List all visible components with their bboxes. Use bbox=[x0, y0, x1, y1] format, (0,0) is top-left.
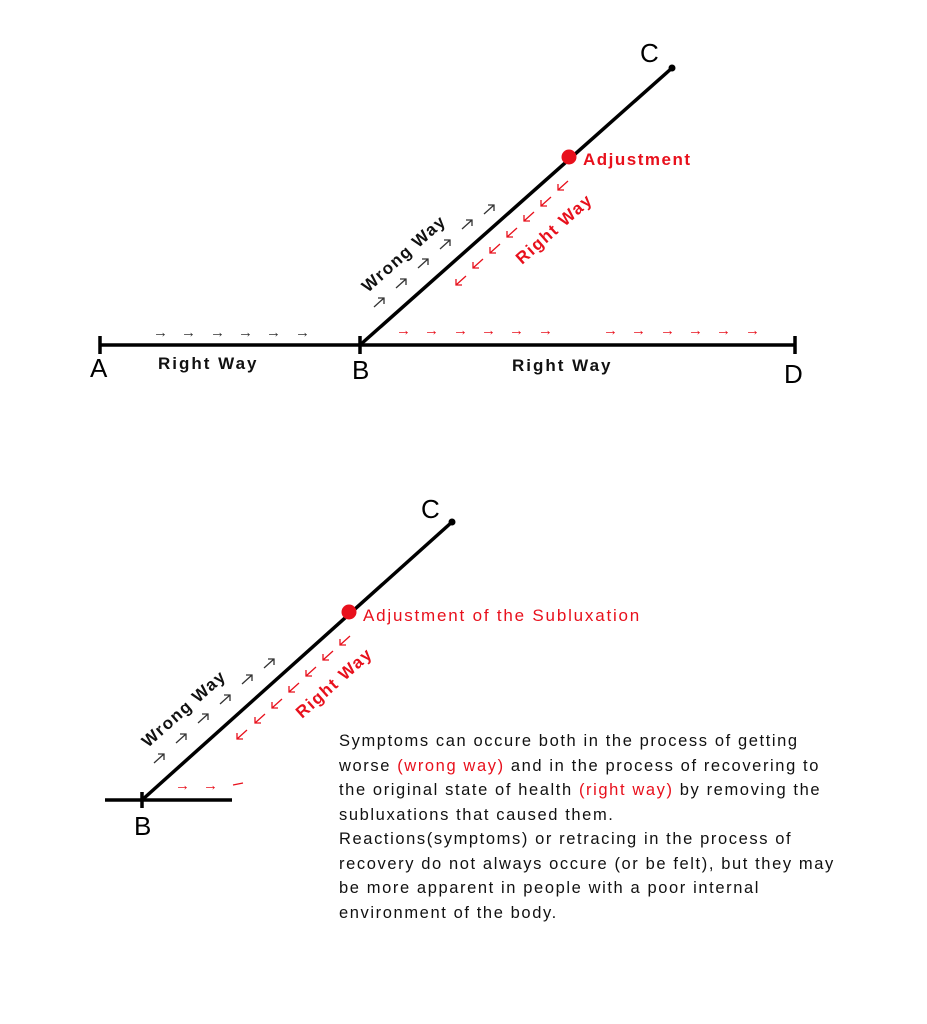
right-way-highlight: (right way) bbox=[578, 781, 674, 799]
arrow-down-left-icon bbox=[456, 276, 466, 285]
arrow-right-icon: → bbox=[266, 324, 281, 341]
arrow-up-right-icon bbox=[242, 675, 252, 684]
arrow-right-icon: → bbox=[203, 777, 218, 794]
arrow-up-right-icon bbox=[440, 240, 450, 249]
arrow-right-icon: → bbox=[175, 777, 190, 794]
label-right-way-return: Right Way bbox=[512, 190, 597, 268]
arrow-right-icon: → bbox=[631, 322, 646, 339]
arrow-right-icon: → bbox=[660, 322, 675, 339]
explanation-text bbox=[339, 729, 839, 925]
arrow-down-left-icon bbox=[255, 714, 265, 723]
adjustment-dot bbox=[562, 150, 577, 165]
arrow-right-icon: → bbox=[453, 322, 468, 339]
adjustment-label: Adjustment of the Subluxation bbox=[363, 606, 642, 625]
point-c-label: C bbox=[421, 494, 440, 524]
point-b-label: B bbox=[352, 355, 370, 385]
arrow-down-left-icon bbox=[289, 683, 299, 692]
point-a-label: A bbox=[90, 353, 108, 383]
endpoint-c bbox=[449, 519, 456, 526]
arrow-up-right-icon bbox=[374, 298, 384, 307]
text-segment: and in the process of recovering to the original state of health bbox=[339, 756, 821, 799]
explanation-paragraph-2: Reactions(symptoms) or retracing in the process of recovery do not always occure (or be felt), but they may be more apparent in people with a poor internal environment of the body. bbox=[339, 830, 835, 922]
point-c-label: C bbox=[640, 38, 659, 68]
arrow-right-icon: → bbox=[688, 322, 703, 339]
arrow-right-icon: → bbox=[181, 324, 196, 341]
arrows-base bbox=[175, 777, 243, 794]
text-segment: Symptoms can occure both in the process of getting worse bbox=[339, 732, 799, 775]
arrow-down-left-icon bbox=[272, 699, 282, 708]
arrow-down-left-icon bbox=[507, 228, 517, 237]
arrow-partial-icon bbox=[233, 783, 243, 785]
line-b-c bbox=[360, 68, 672, 345]
arrow-right-icon: → bbox=[396, 322, 411, 339]
arrow-down-left-icon bbox=[541, 197, 551, 206]
arrow-right-icon: → bbox=[424, 322, 439, 339]
arrows-bd bbox=[396, 322, 760, 339]
label-right-way-return: Right Way bbox=[292, 644, 377, 722]
text-segment: by removing the subluxations that caused them. bbox=[339, 781, 822, 824]
explanation-paragraph-1 bbox=[339, 729, 839, 827]
arrow-right-icon: → bbox=[538, 322, 553, 339]
arrow-up-right-icon bbox=[176, 734, 186, 743]
arrow-right-icon: → bbox=[716, 322, 731, 339]
arrow-right-icon: → bbox=[153, 324, 168, 341]
arrow-up-right-icon bbox=[198, 714, 208, 723]
label-wrong-way: Wrong Way bbox=[358, 211, 450, 296]
arrow-down-left-icon bbox=[473, 259, 483, 268]
arrow-up-right-icon bbox=[462, 220, 472, 229]
adjustment-label: Adjustment bbox=[583, 150, 692, 169]
arrow-down-left-icon bbox=[524, 212, 534, 221]
arrow-down-left-icon bbox=[558, 181, 568, 190]
arrow-right-icon: → bbox=[238, 324, 253, 341]
endpoint-c bbox=[669, 65, 676, 72]
arrow-down-left-icon bbox=[340, 636, 350, 645]
point-d-label: D bbox=[784, 359, 803, 389]
arrow-down-left-icon bbox=[323, 651, 333, 660]
top-diagram bbox=[90, 38, 803, 389]
arrow-up-right-icon bbox=[220, 695, 230, 704]
arrow-up-right-icon bbox=[396, 279, 406, 288]
adjustment-dot bbox=[342, 605, 357, 620]
arrow-right-icon: → bbox=[481, 322, 496, 339]
arrow-up-right-icon bbox=[484, 205, 494, 214]
arrow-right-icon: → bbox=[210, 324, 225, 341]
arrow-right-icon: → bbox=[603, 322, 618, 339]
arrow-down-left-icon bbox=[237, 730, 247, 739]
arrow-down-left-icon bbox=[490, 244, 500, 253]
point-b-label: B bbox=[134, 811, 152, 841]
arrow-up-right-icon bbox=[264, 659, 274, 668]
label-wrong-way: Wrong Way bbox=[138, 666, 230, 751]
arrow-up-right-icon bbox=[154, 754, 164, 763]
arrow-down-left-icon bbox=[306, 667, 316, 676]
label-bd-right-way: Right Way bbox=[512, 356, 613, 375]
label-ab-right-way: Right Way bbox=[158, 354, 259, 373]
arrow-up-right-icon bbox=[418, 259, 428, 268]
arrow-right-icon: → bbox=[745, 322, 760, 339]
arrow-right-icon: → bbox=[509, 322, 524, 339]
arrow-right-icon: → bbox=[295, 324, 310, 341]
wrong-way-highlight: (wrong way) bbox=[397, 756, 505, 775]
arrows-ab bbox=[153, 324, 310, 341]
